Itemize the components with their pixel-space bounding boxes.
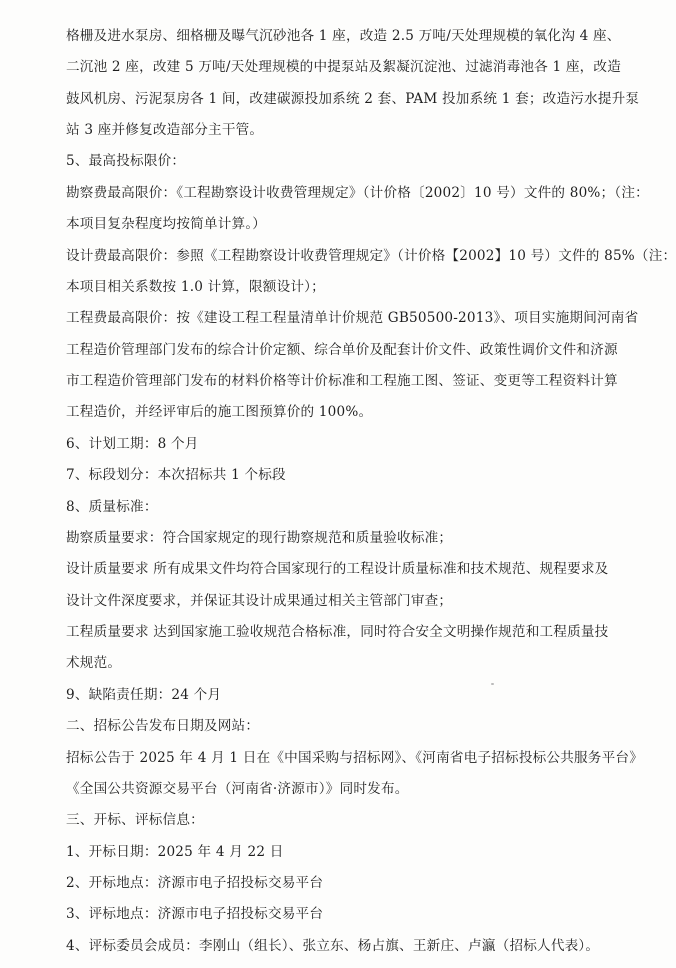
section-heading: 三、开标、评标信息： bbox=[66, 812, 204, 828]
text-line: 格栅及进水泵房、细格栅及曝气沉砂池各 1 座，改造 2.5 万吨/天处理规模的氧化沟 4 座、 bbox=[66, 28, 621, 44]
text-line: 鼓风机房、污泥泵房各 1 间，改建碳源投加系统 2 套、PAM 投加系统 1 套；改造污水提升泵 bbox=[66, 91, 640, 107]
text-line: 3、评标地点：济源市电子招投标交易平台 bbox=[66, 906, 324, 922]
text-line: 工程质量要求 达到国家施工验收规范合格标准，同时符合安全文明操作规范和工程质量技 bbox=[66, 624, 609, 640]
text-line: 市工程造价管理部门发布的材料价格等计价标准和工程施工图、签证、变更等工程资料计算 bbox=[66, 373, 618, 389]
scan-speck bbox=[491, 683, 494, 685]
text-line: 招标公告于 2025 年 4 月 1 日在《中国采购与招标网》、《河南省电子招标投标公共服务平台》 bbox=[66, 750, 643, 766]
section-heading: 7、标段划分：本次招标共 1 个标段 bbox=[66, 467, 286, 483]
section-heading: 二、招标公告发布日期及网站： bbox=[66, 718, 260, 734]
text-line: 工程费最高限价：按《建设工程工程量清单计价规范 GB50500-2013》、项目实施期间河南省 bbox=[66, 310, 639, 326]
text-line: 工程造价，并经评审后的施工图预算价的 100%。 bbox=[66, 404, 373, 420]
text-line: 站 3 座并修复改造部分主干管。 bbox=[66, 122, 264, 138]
text-line: 本项目复杂程度均按简单计算。） bbox=[66, 216, 267, 232]
section-heading: 8、质量标准： bbox=[66, 499, 158, 515]
text-line: 术规范。 bbox=[66, 655, 122, 671]
text-line: 设计费最高限价：参照《工程勘察设计收费管理规定》（计价格【2002】10 号）文件的 85%（注： bbox=[66, 248, 676, 264]
text-line: 《全国公共资源交易平台（河南省·济源市）》同时发布。 bbox=[66, 781, 409, 797]
text-line: 设计质量要求 所有成果文件均符合国家现行的工程设计质量标准和技术规范、规程要求及 bbox=[66, 561, 609, 577]
text-line: 勘察费最高限价：《工程勘察设计收费管理规定》（计价格〔2002〕10 号）文件的 80%；（注： bbox=[66, 185, 649, 201]
section-heading: 9、缺陷责任期：24 个月 bbox=[66, 687, 222, 703]
text-line: 4、评标委员会成员：李刚山（组长）、张立东、杨占旗、王新庄、卢瀛（招标人代表）。 bbox=[66, 938, 600, 954]
text-line: 本项目相关系数按 1.0 计算，限额设计）； bbox=[66, 279, 325, 295]
section-heading: 5、最高投标限价： bbox=[66, 153, 186, 169]
text-line: 工程造价管理部门发布的综合计价定额、综合单价及配套计价文件、政策性调价文件和济源 bbox=[66, 342, 618, 358]
text-line: 设计文件深度要求，并保证其设计成果通过相关主管部门审查； bbox=[66, 593, 453, 609]
text-line: 二沉池 2 座，改建 5 万吨/天处理规模的中提泵站及絮凝沉淀池、过滤消毒池各 1 座，改造 bbox=[66, 59, 622, 75]
section-heading: 6、计划工期：8 个月 bbox=[66, 436, 199, 452]
text-line: 2、开标地点：济源市电子招投标交易平台 bbox=[66, 875, 324, 891]
text-line: 勘察质量要求：符合国家规定的现行勘察规范和质量验收标准； bbox=[66, 530, 453, 546]
text-line: 1、开标日期：2025 年 4 月 22 日 bbox=[66, 844, 284, 860]
